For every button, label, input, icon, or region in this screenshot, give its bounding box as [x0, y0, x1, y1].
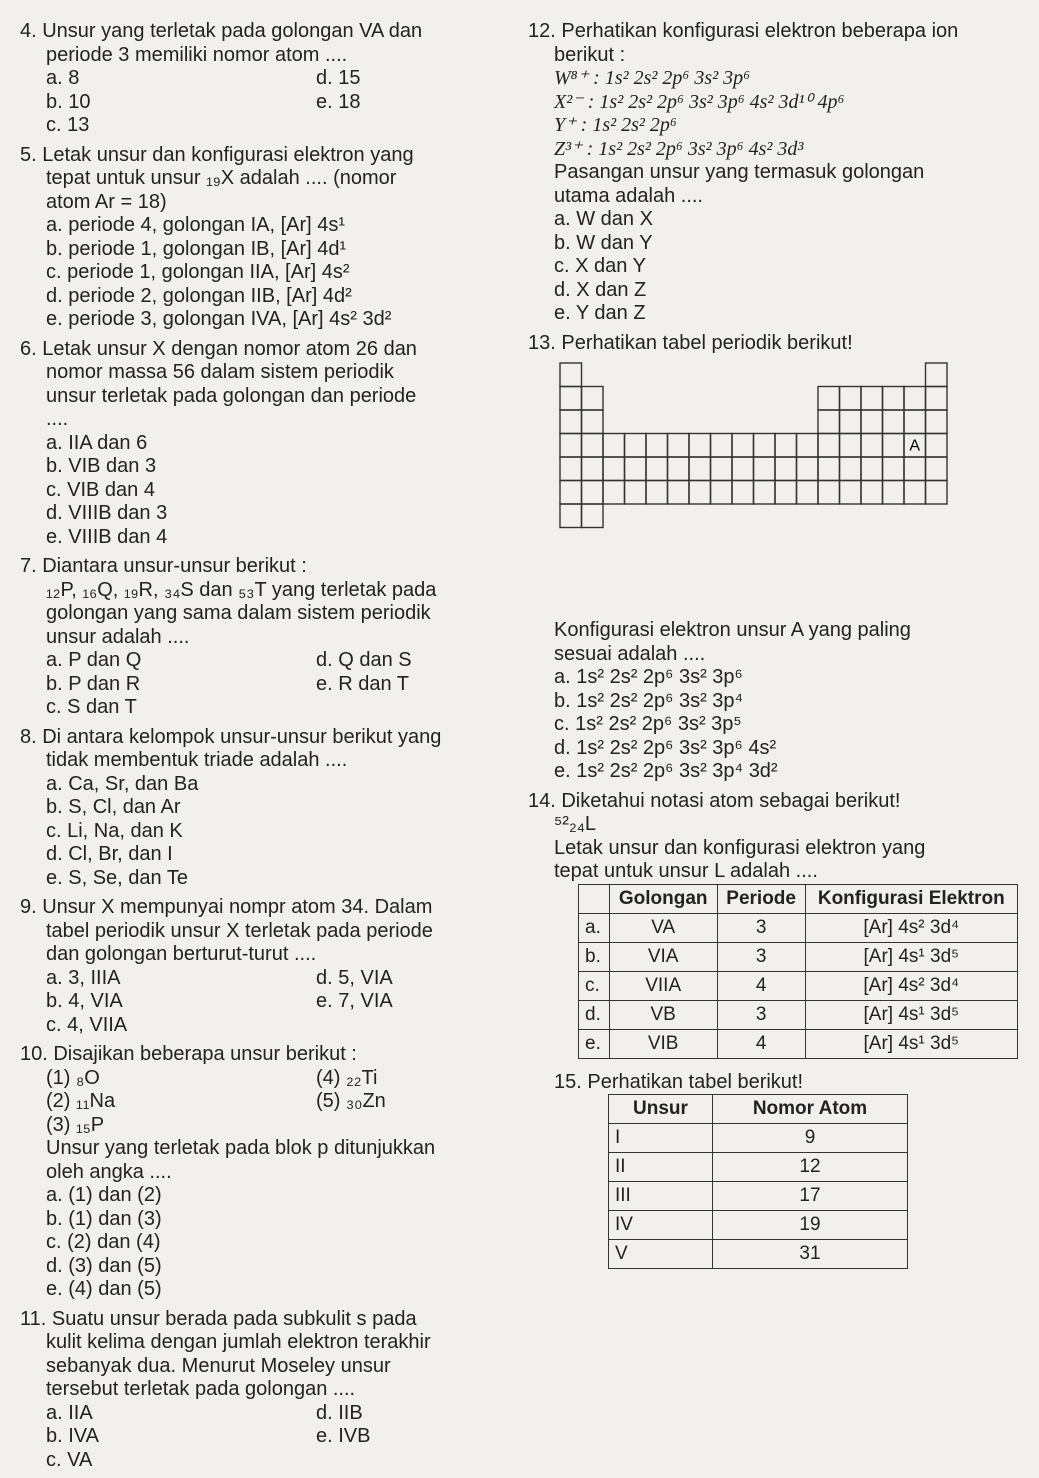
- q14-header-cell: [579, 884, 610, 913]
- periodic-cell: [861, 387, 883, 411]
- q15-table-row[interactable]: [609, 1124, 908, 1153]
- q7-line-2: ₁₂P, ₁₆Q, ₁₉R, ₃₄S dan ₅₃T yang terletak pada: [46, 578, 437, 601]
- periodic-cell: [861, 410, 883, 434]
- q15-element-table: [608, 1094, 908, 1269]
- periodic-cell: [668, 457, 690, 481]
- periodic-cell: [861, 434, 883, 458]
- q9-option[interactable]: a. 3, IIIA: [46, 966, 121, 989]
- q6-option[interactable]: c. VIB dan 4: [46, 478, 155, 501]
- q13-option-b[interactable]: b. 1s² 2s² 2p⁶ 3s² 3p⁴: [554, 689, 744, 712]
- q14-cell: a.: [579, 913, 610, 942]
- q5-option[interactable]: c. periode 1, golongan IIA, [Ar] 4s²: [46, 261, 350, 283]
- periodic-cell: [560, 457, 582, 481]
- q14-table-row[interactable]: [579, 1000, 1018, 1029]
- q14-header-cell: Konfigurasi Elektron: [805, 884, 1017, 913]
- periodic-cell: [904, 387, 926, 411]
- periodic-cell: [818, 387, 840, 411]
- periodic-cell: [926, 387, 948, 411]
- q11-option[interactable]: c. VA: [46, 1448, 93, 1471]
- q10-option[interactable]: (4) ₂₂Ti: [316, 1066, 378, 1089]
- q15-cell: I: [609, 1124, 713, 1153]
- periodic-cell: [668, 481, 690, 505]
- periodic-cell: [840, 457, 862, 481]
- q9-option[interactable]: b. 4, VIA: [46, 990, 123, 1012]
- periodic-cell: [883, 434, 905, 458]
- q10-option[interactable]: d. (3) dan (5): [46, 1254, 162, 1277]
- question-6: [20, 338, 510, 550]
- q4-option[interactable]: e. 18: [316, 90, 361, 113]
- q14-line-1: 14. Diketahui notasi atom sebagai berikut!: [528, 789, 901, 812]
- q6-option[interactable]: e. VIIIB dan 4: [46, 525, 168, 548]
- q10-tail-1: Unsur yang terletak pada blok p ditunjukkan: [46, 1137, 436, 1159]
- question-15: [528, 1071, 1028, 1270]
- periodic-cell: [582, 434, 604, 458]
- periodic-cell: [775, 457, 797, 481]
- periodic-cell: [754, 457, 776, 481]
- q9-line-3: dan golongan berturut-turut ....: [46, 943, 317, 965]
- periodic-cell: [818, 434, 840, 458]
- q6-option[interactable]: d. VIIIB dan 3: [46, 502, 168, 524]
- q15-cell: 12: [712, 1153, 907, 1182]
- q7-option-row: [20, 649, 510, 673]
- periodic-cell: [732, 481, 754, 505]
- periodic-cell: [818, 457, 840, 481]
- q15-cell: V: [609, 1240, 713, 1269]
- periodic-cell: [840, 410, 862, 434]
- q9-option-row: [20, 990, 510, 1014]
- q7-option[interactable]: c. S dan T: [46, 696, 137, 718]
- q8-line-2: tidak membentuk triade adalah ....: [46, 749, 348, 771]
- q14-cell: 3: [717, 942, 805, 971]
- q12-tail-2: utama adalah ....: [554, 184, 703, 207]
- q10-option[interactable]: b. (1) dan (3): [46, 1207, 162, 1230]
- periodic-cell: [689, 434, 711, 458]
- periodic-cell: [775, 481, 797, 505]
- q11-option[interactable]: a. IIA: [46, 1401, 93, 1424]
- q14-cell: [Ar] 4s² 3d⁴: [805, 913, 1017, 942]
- q14-cell: 4: [717, 971, 805, 1000]
- q11-option[interactable]: b. IVA: [46, 1425, 99, 1447]
- q11-option-row: [20, 1449, 510, 1473]
- q6-line-1: 6. Letak unsur X dengan nomor atom 26 dan: [20, 337, 417, 360]
- q9-option[interactable]: d. 5, VIA: [316, 966, 393, 989]
- q11-line-3: sebanyak dua. Menurut Moseley unsur: [46, 1354, 391, 1377]
- q11-line-2: kulit kelima dengan jumlah elektron terakhir: [46, 1331, 431, 1353]
- periodic-cell: [582, 410, 604, 434]
- q12-option-e[interactable]: e. Y dan Z: [554, 302, 646, 324]
- ion-x: X²⁻ : 1s² 2s² 2p⁶ 3s² 3p⁶ 4s² 3d¹⁰ 4p⁶: [554, 90, 845, 113]
- q8-option[interactable]: c. Li, Na, dan K: [46, 819, 183, 842]
- q14-cell: VIIA: [609, 971, 717, 1000]
- q10-option-row: [20, 1067, 510, 1091]
- q14-tail-2: tepat untuk unsur L adalah ....: [554, 860, 818, 882]
- q7-option[interactable]: b. P dan R: [46, 672, 141, 695]
- q9-line-2: tabel periodik unsur X terletak pada periode: [46, 919, 433, 942]
- periodic-cell: [926, 481, 948, 505]
- periodic-cell: [603, 457, 625, 481]
- q14-table-row[interactable]: [579, 913, 1018, 942]
- q4-option[interactable]: c. 13: [46, 114, 90, 136]
- q14-header-cell: Periode: [717, 884, 805, 913]
- q5-option[interactable]: e. periode 3, golongan IVA, [Ar] 4s² 3d²: [46, 308, 392, 330]
- periodic-cell: [646, 481, 668, 505]
- q15-cell: IV: [609, 1211, 713, 1240]
- q14-cell: VA: [609, 913, 717, 942]
- question-5: [20, 144, 510, 332]
- q10-line-1: 10. Disajikan beberapa unsur berikut :: [20, 1043, 357, 1065]
- periodic-cell: [775, 434, 797, 458]
- q15-cell: 31: [712, 1240, 907, 1269]
- q4-line-2: periode 3 memiliki nomor atom ....: [46, 43, 348, 66]
- q14-cell: VIB: [609, 1029, 717, 1058]
- periodic-cell: [560, 434, 582, 458]
- periodic-table-outline: [558, 361, 958, 619]
- q9-option-row: [20, 1014, 510, 1038]
- q10-tail-2: oleh angka ....: [46, 1160, 172, 1183]
- periodic-cell: [560, 410, 582, 434]
- q15-table-row[interactable]: [609, 1153, 908, 1182]
- q8-option[interactable]: d. Cl, Br, dan I: [46, 843, 173, 865]
- q11-line-4: tersebut terletak pada golongan ....: [46, 1378, 356, 1400]
- q4-option[interactable]: b. 10: [46, 90, 91, 113]
- q10-option[interactable]: a. (1) dan (2): [46, 1184, 162, 1206]
- q14-cell: d.: [579, 1000, 610, 1029]
- q11-option-row: [20, 1402, 510, 1426]
- q7-line-1: 7. Diantara unsur-unsur berikut :: [20, 555, 307, 577]
- q4-line-1: 4. Unsur yang terletak pada golongan VA dan: [20, 20, 423, 42]
- periodic-cell: [883, 457, 905, 481]
- periodic-cell: [603, 481, 625, 505]
- q13-line-1: 13. Perhatikan tabel periodik berikut!: [528, 331, 853, 354]
- q14-cell: [Ar] 4s¹ 3d⁵: [805, 1029, 1017, 1058]
- q4-option-row: [20, 91, 510, 115]
- periodic-cell: [840, 387, 862, 411]
- q11-line-1: 11. Suatu unsur berada pada subkulit s pada: [20, 1307, 417, 1330]
- q10-option-row: [20, 1114, 510, 1138]
- periodic-cell: [582, 387, 604, 411]
- q8-option[interactable]: a. Ca, Sr, dan Ba: [46, 772, 199, 795]
- q12-option-c[interactable]: c. X dan Y: [554, 255, 646, 277]
- periodic-cell: [926, 410, 948, 434]
- question-7: [20, 555, 510, 720]
- q15-cell: 9: [712, 1124, 907, 1153]
- ion-z: Z³⁺ : 1s² 2s² 2p⁶ 3s² 3p⁶ 4s² 3d³: [554, 137, 804, 160]
- periodic-cell: [926, 363, 948, 387]
- q12-option-a[interactable]: a. W dan X: [554, 208, 653, 230]
- q14-cell: [Ar] 4s¹ 3d⁵: [805, 942, 1017, 971]
- periodic-cell: [625, 481, 647, 505]
- q5-option[interactable]: a. periode 4, golongan IA, [Ar] 4s¹: [46, 214, 346, 236]
- q14-table-row[interactable]: [579, 942, 1018, 971]
- q7-option[interactable]: e. R dan T: [316, 672, 410, 695]
- q8-option[interactable]: e. S, Se, dan Te: [46, 866, 188, 889]
- q13-option-a[interactable]: a. 1s² 2s² 2p⁶ 3s² 3p⁶: [554, 666, 743, 688]
- q8-line-1: 8. Di antara kelompok unsur-unsur berikut yang: [20, 725, 442, 748]
- q10-option[interactable]: (1) ₈O: [46, 1066, 100, 1089]
- q4-option[interactable]: d. 15: [316, 67, 361, 89]
- q14-cell: 4: [717, 1029, 805, 1058]
- periodic-cell: [818, 481, 840, 505]
- q14-table-row[interactable]: [579, 1029, 1018, 1058]
- question-14: [528, 790, 1028, 1059]
- q12-option-b[interactable]: b. W dan Y: [554, 231, 653, 254]
- q14-answer-table: [578, 884, 1018, 1059]
- q14-cell: 3: [717, 913, 805, 942]
- atom-notation: ⁵²₂₄L: [554, 813, 597, 835]
- q14-cell: 3: [717, 1000, 805, 1029]
- q12-option-d[interactable]: d. X dan Z: [554, 278, 647, 301]
- q15-cell: 19: [712, 1211, 907, 1240]
- q14-cell: VIA: [609, 942, 717, 971]
- q11-option[interactable]: d. IIB: [316, 1401, 363, 1424]
- q4-option-row: [20, 67, 510, 91]
- q9-line-1: 9. Unsur X mempunyai nompr atom 34. Dalam: [20, 896, 433, 918]
- q11-option[interactable]: e. IVB: [316, 1425, 371, 1447]
- element-a-marker: A: [909, 437, 921, 455]
- q4-option[interactable]: a. 8: [46, 67, 80, 89]
- q9-option[interactable]: e. 7, VIA: [316, 990, 393, 1012]
- periodic-cell: [883, 410, 905, 434]
- periodic-cell: [861, 481, 883, 505]
- q11-option-row: [20, 1425, 510, 1449]
- periodic-cell: [904, 410, 926, 434]
- periodic-cell: [560, 481, 582, 505]
- q14-cell: VB: [609, 1000, 717, 1029]
- q15-table-row[interactable]: [609, 1240, 908, 1269]
- periodic-cell: [904, 481, 926, 505]
- q14-cell: b.: [579, 942, 610, 971]
- periodic-cell: [711, 457, 733, 481]
- q10-option[interactable]: (5) ₃₀Zn: [316, 1090, 386, 1112]
- q5-option[interactable]: b. periode 1, golongan IB, [Ar] 4d¹: [46, 237, 347, 260]
- q10-option[interactable]: c. (2) dan (4): [46, 1231, 161, 1253]
- q7-line-4: unsur adalah ....: [46, 625, 190, 648]
- question-10: [20, 1043, 510, 1302]
- periodic-cell: [797, 481, 819, 505]
- left-column: [20, 20, 510, 1478]
- q13-option-c[interactable]: c. 1s² 2s² 2p⁶ 3s² 3p⁵: [554, 713, 742, 735]
- periodic-cell: [582, 457, 604, 481]
- periodic-cell: [646, 434, 668, 458]
- q7-option-row: [20, 673, 510, 697]
- q12-tail-1: Pasangan unsur yang termasuk golongan: [554, 161, 925, 183]
- q14-cell: [Ar] 4s¹ 3d⁵: [805, 1000, 1017, 1029]
- q9-option-row: [20, 967, 510, 991]
- periodic-cell: [926, 434, 948, 458]
- q15-header-cell: Nomor Atom: [712, 1095, 907, 1124]
- periodic-cell: [754, 434, 776, 458]
- ion-y: Y⁺ : 1s² 2s² 2p⁶: [554, 114, 677, 136]
- question-8: [20, 726, 510, 891]
- periodic-cell: [625, 457, 647, 481]
- q7-option-row: [20, 696, 510, 720]
- q14-cell: [Ar] 4s² 3d⁴: [805, 971, 1017, 1000]
- q13-tail-2: sesuai adalah ....: [554, 642, 706, 665]
- q14-table-row[interactable]: [579, 971, 1018, 1000]
- q15-header-row: [609, 1095, 908, 1124]
- q6-line-4: ....: [46, 408, 69, 430]
- question-11: [20, 1308, 510, 1473]
- periodic-cell: [689, 457, 711, 481]
- periodic-cell: [883, 387, 905, 411]
- periodic-cell: [926, 457, 948, 481]
- ion-w: W⁸⁺ : 1s² 2s² 2p⁶ 3s² 3p⁶: [554, 67, 751, 89]
- q15-cell: II: [609, 1153, 713, 1182]
- periodic-cell: [646, 457, 668, 481]
- q5-line-2: tepat untuk unsur ₁₉X adalah .... (nomor: [46, 167, 397, 189]
- periodic-cell: [560, 504, 582, 528]
- q10-option[interactable]: e. (4) dan (5): [46, 1278, 162, 1300]
- q7-option[interactable]: d. Q dan S: [316, 649, 412, 671]
- periodic-cell: [754, 481, 776, 505]
- q6-option[interactable]: a. IIA dan 6: [46, 431, 148, 454]
- question-13: [528, 332, 1028, 784]
- q13-option-d[interactable]: d. 1s² 2s² 2p⁶ 3s² 3p⁶ 4s²: [554, 736, 777, 759]
- periodic-cell: [582, 504, 604, 528]
- q7-option[interactable]: a. P dan Q: [46, 649, 142, 671]
- periodic-cell: [797, 457, 819, 481]
- question-12: [528, 20, 1028, 326]
- q12-line-2: berikut :: [554, 43, 626, 66]
- q10-option[interactable]: (3) ₁₅P: [46, 1113, 105, 1136]
- q4-option-row: [20, 114, 510, 138]
- q5-line-1: 5. Letak unsur dan konfigurasi elektron yang: [20, 143, 414, 166]
- periodic-cell: [560, 363, 582, 387]
- q15-header-cell: Unsur: [609, 1095, 713, 1124]
- q10-option-row: [20, 1090, 510, 1114]
- periodic-cell: [883, 481, 905, 505]
- q7-line-3: golongan yang sama dalam sistem periodik: [46, 602, 431, 624]
- q14-tail-1: Letak unsur dan konfigurasi elektron yang: [554, 836, 926, 859]
- periodic-cell: [582, 481, 604, 505]
- periodic-cell: [861, 457, 883, 481]
- q6-option[interactable]: b. VIB dan 3: [46, 455, 157, 477]
- periodic-cell: [689, 481, 711, 505]
- q8-option[interactable]: b. S, Cl, dan Ar: [46, 796, 181, 818]
- q14-cell: e.: [579, 1029, 610, 1058]
- q13-tail-1: Konfigurasi elektron unsur A yang paling: [554, 619, 911, 641]
- q6-line-2: nomor massa 56 dalam sistem periodik: [46, 361, 394, 383]
- q15-cell: 17: [712, 1182, 907, 1211]
- question-4: [20, 20, 510, 138]
- periodic-cell: [732, 457, 754, 481]
- periodic-cell: [797, 434, 819, 458]
- right-column: [528, 20, 1028, 1275]
- q15-line-1: 15. Perhatikan tabel berikut!: [554, 1070, 804, 1093]
- q5-line-3: atom Ar = 18): [46, 190, 167, 213]
- q9-option[interactable]: c. 4, VIIA: [46, 1013, 128, 1036]
- q5-option[interactable]: d. periode 2, golongan IIB, [Ar] 4d²: [46, 284, 352, 307]
- periodic-cell: [904, 457, 926, 481]
- q13-option-e[interactable]: e. 1s² 2s² 2p⁶ 3s² 3p⁴ 3d²: [554, 760, 778, 782]
- question-9: [20, 896, 510, 1037]
- periodic-cell: [818, 410, 840, 434]
- periodic-cell: [560, 387, 582, 411]
- q10-option[interactable]: (2) ₁₁Na: [46, 1090, 116, 1112]
- periodic-cell: [840, 434, 862, 458]
- q15-table-row[interactable]: [609, 1211, 908, 1240]
- periodic-cell: [603, 434, 625, 458]
- q15-cell: III: [609, 1182, 713, 1211]
- q14-cell: c.: [579, 971, 610, 1000]
- periodic-cell: [625, 434, 647, 458]
- periodic-cell: [668, 434, 690, 458]
- q12-line-1: 12. Perhatikan konfigurasi elektron beberapa ion: [528, 20, 959, 42]
- q14-header-row: [579, 884, 1018, 913]
- q15-table-row[interactable]: [609, 1182, 908, 1211]
- periodic-cell: [732, 434, 754, 458]
- periodic-cell: [711, 434, 733, 458]
- q14-header-cell: Golongan: [609, 884, 717, 913]
- periodic-cell: [840, 481, 862, 505]
- periodic-cell: [711, 481, 733, 505]
- q6-line-3: unsur terletak pada golongan dan periode: [46, 384, 417, 407]
